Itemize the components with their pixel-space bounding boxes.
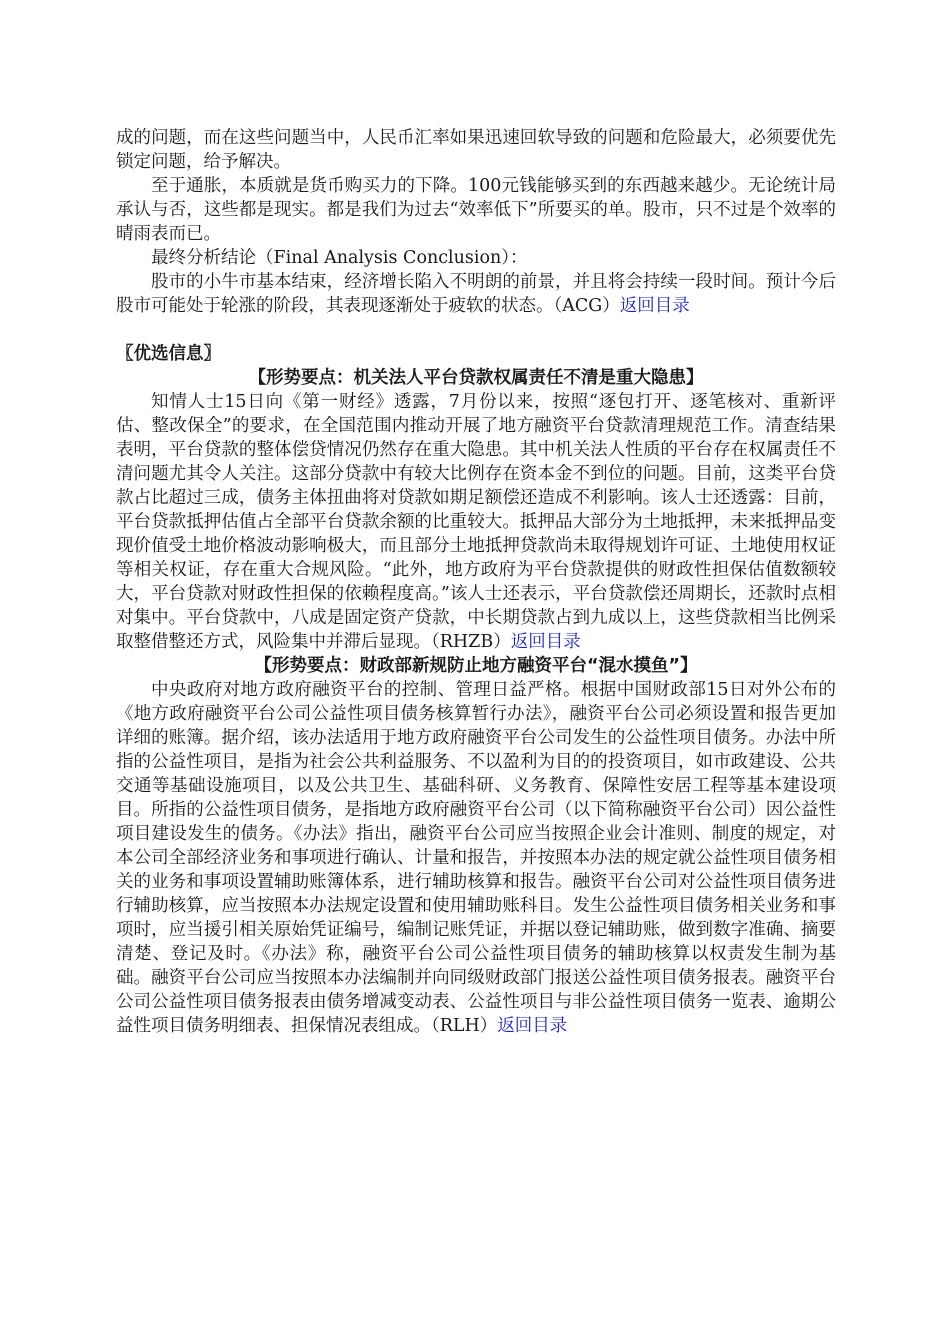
article-body — [116, 678, 836, 1038]
article-title: 【形势要点：财政部新规防止地方融资平台“混水摸鱼”】 — [254, 656, 698, 676]
article-text: 知情人士15日向《第一财经》透露，7月份以来，按照“逐包打开、逐笔核对、重新评估、整改保全”的要求，在全国范围内推动开展了地方融资平台贷款清理规范工作。清查结果表明，平台贷款的整体偿贷情况仍然存在重大隐患。其中机关法人性质的平台存在权属责任不清问题尤其令人关注。这部分贷款中有较大比例存在资本金不到位的问题。目前，这类平台贷款占比超过三成，债务主体扭曲将对贷款如期足额偿还造成不利影响。该人士还透露：目前，平台贷款抵押估值占全部平台贷款余额的比重较大。抵押品大部分为土地抵押，未来抵押品变现价值受土地价格波动影响极大，而且部分土地抵押贷款尚未取得规划许可证、土地使用权证等相关权证，存在重大合规风险。“此外，地方政府为平台贷款提供的财政性担保估值数额较大，平台贷款对财政性担保的依赖程度高。”该人士还表示，平台贷款偿还周期长，还款时点相对集中。平台贷款中，八成是固定资产贷款，中长期贷款占到九成以上，这些贷款相当比例采取整借整还方式，风险集中并滞后显现。（RHZB） — [116, 392, 836, 652]
return-to-toc-link[interactable]: 返回目录 — [619, 296, 690, 316]
paragraph-text: 股市的小牛市基本结束，经济增长陷入不明朗的前景，并且将会持续一段时间。预计今后股市可能处于轮涨的阶段，其表现逐渐处于疲软的状态。（ACG） — [116, 272, 836, 316]
paragraph: 成的问题，而在这些问题当中，人民币汇率如果迅速回软导致的问题和危险最大，必须要优先锁定问题，给予解决。 — [116, 128, 836, 172]
paragraph: 至于通胀，本质就是货币购买力的下降。100元钱能够买到的东西越来越少。无论统计局承认与否，这些都是现实。都是我们为过去“效率低下”所要买的单。股市，只不过是个效率的晴雨表而已。 — [116, 176, 836, 244]
return-to-toc-link[interactable]: 返回目录 — [510, 632, 581, 652]
article-body — [116, 390, 836, 654]
article-text: 中央政府对地方政府融资平台的控制、管理日益严格。根据中国财政部15日对外公布的《地方政府融资平台公司公益性项目债务核算暂行办法》，融资平台公司必须设置和报告更加详细的账簿。据介绍，该办法适用于地方政府融资平台公司发生的公益性项目债务。办法中所指的公益性项目，是指为社会公共利益服务、不以盈利为目的的投资项目，如市政建设、公共交通等基础设施项目，以及公共卫生、基础科研、义务教育、保障性安居工程等基本建设项目。所指的公益性项目债务，是指地方政府融资平台公司（以下简称融资平台公司）因公益性项目建设发生的债务。《办法》指出，融资平台公司应当按照企业会计准则、制度的规定，对本公司全部经济业务和事项进行确认、计量和报告，并按照本办法的规定就公益性项目债务相关的业务和事项设置辅助账簿体系，进行辅助核算和报告。融资平台公司对公益性项目债务进行辅助核算，应当按照本办法规定设置和使用辅助账科目。发生公益性项目债务相关业务和事项时，应当援引相关原始凭证编号，编制记账凭证，并据以登记辅助账，做到数字准确、摘要清楚、登记及时。《办法》称，融资平台公司公益性项目债务的辅助核算以权责发生制为基础。融资平台公司应当按照本办法编制并向同级财政部门报送公益性项目债务报表。融资平台公司公益性项目债务报表由债务增减变动表、公益性项目与非公益性项目债务一览表、逾期公益性项目债务明细表、担保情况表组成。（RLH） — [116, 680, 836, 1036]
paragraph — [116, 270, 836, 318]
return-to-toc-link[interactable]: 返回目录 — [497, 1016, 568, 1036]
paragraph: 最终分析结论（Final Analysis Conclusion）： — [151, 248, 528, 268]
document-page — [116, 126, 836, 1038]
section-title: 〖优选信息〗 — [116, 344, 221, 364]
article-title: 【形势要点：机关法人平台贷款权属责任不清是重大隐患】 — [248, 368, 704, 388]
